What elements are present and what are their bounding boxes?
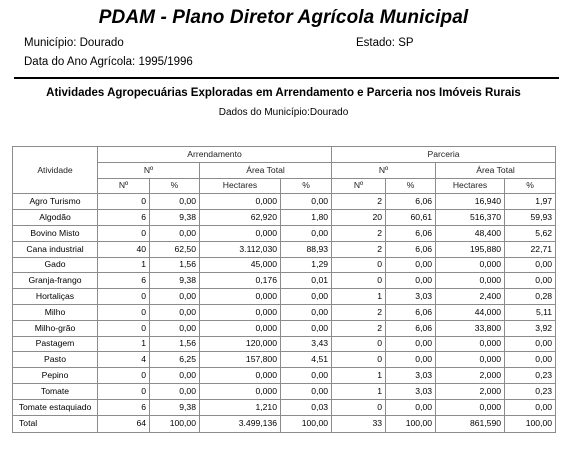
cell-parc-hectares: 516,370 [436, 210, 505, 226]
cell-parc-n: 0 [332, 257, 386, 273]
cell-arr-pct: 62,50 [150, 241, 200, 257]
cell-arr-ha-pct: 88,93 [281, 241, 332, 257]
table-row [13, 320, 556, 336]
cell-parc-pct: 6,06 [386, 320, 436, 336]
cell-arr-pct: 0,00 [150, 368, 200, 384]
cell-parc-ha-pct: 59,93 [505, 210, 556, 226]
table-row [13, 399, 556, 415]
cell-parc-hectares: 0,000 [436, 257, 505, 273]
cell-parc-pct: 60,61 [386, 210, 436, 226]
cell-parc-ha-pct: 1,97 [505, 194, 556, 210]
cell-parc-hectares: 195,880 [436, 241, 505, 257]
header-parceria: Parceria [332, 147, 556, 163]
cell-arr-hectares: 62,920 [200, 210, 281, 226]
cell-parc-n: 2 [332, 320, 386, 336]
cell-parc-n: 2 [332, 304, 386, 320]
cell-arr-hectares: 0,000 [200, 383, 281, 399]
cell-arr-n: 4 [98, 352, 150, 368]
cell-arr-hectares: 45,000 [200, 257, 281, 273]
cell-parc-n: 1 [332, 289, 386, 305]
cell-arr-ha-pct: 0,00 [281, 368, 332, 384]
cell-arr-hectares: 0,000 [200, 225, 281, 241]
cell-arr-ha-pct: 0,00 [281, 289, 332, 305]
cell-parc-ha-pct: 5,11 [505, 304, 556, 320]
cell-arr-n: 1 [98, 257, 150, 273]
cell-arr-ha-pct: 0,00 [281, 225, 332, 241]
cell-arr-hectares: 0,000 [200, 368, 281, 384]
cell-arr-n: 0 [98, 194, 150, 210]
cell-atividade: Milho-grão [13, 320, 98, 336]
cell-arr-hectares: 0,000 [200, 304, 281, 320]
cell-parc-hectares: 48,400 [436, 225, 505, 241]
table-row [13, 383, 556, 399]
table-row [13, 225, 556, 241]
cell-atividade: Tomate estaquiado [13, 399, 98, 415]
cell-atividade: Cana industrial [13, 241, 98, 257]
cell-arr-hectares: 0,000 [200, 194, 281, 210]
cell-parc-hectares: 2,000 [436, 383, 505, 399]
atividades-table [12, 146, 556, 433]
cell-parc-pct: 3,03 [386, 383, 436, 399]
municipio-label: Município: Dourado [24, 37, 124, 49]
header-arr-ha-pct: % [281, 178, 332, 194]
cell-atividade: Pastagem [13, 336, 98, 352]
cell-parc-n: 0 [332, 336, 386, 352]
data-ano-agricola-label: Data do Ano Agrícola: 1995/1996 [24, 56, 193, 68]
cell-arr-hectares: 0,000 [200, 320, 281, 336]
table-row [13, 273, 556, 289]
cell-atividade: Bovino Misto [13, 225, 98, 241]
cell-parc-n: 1 [332, 383, 386, 399]
cell-arr-ha-pct: 1,80 [281, 210, 332, 226]
cell-arr-hectares: 0,176 [200, 273, 281, 289]
cell-arr-ha-pct: 4,51 [281, 352, 332, 368]
cell-atividade: Pasto [13, 352, 98, 368]
table-row [13, 368, 556, 384]
cell-arr-pct: 1,56 [150, 257, 200, 273]
cell-parc-n: 33 [332, 415, 386, 432]
table-row [13, 289, 556, 305]
cell-arr-ha-pct: 0,00 [281, 194, 332, 210]
cell-arr-n: 6 [98, 399, 150, 415]
cell-parc-pct: 3,03 [386, 368, 436, 384]
header-arr-hectares: Hectares [200, 178, 281, 194]
cell-parc-hectares: 2,000 [436, 368, 505, 384]
cell-parc-pct: 0,00 [386, 273, 436, 289]
cell-arr-hectares: 0,000 [200, 289, 281, 305]
report-title: PDAM - Plano Diretor Agrícola Municipal [98, 7, 469, 28]
cell-arr-ha-pct: 1,29 [281, 257, 332, 273]
cell-arr-n: 0 [98, 289, 150, 305]
cell-parc-hectares: 0,000 [436, 352, 505, 368]
cell-arr-pct: 100,00 [150, 415, 200, 432]
header-arr-n: Nº [98, 178, 150, 194]
header-parc-no: Nº [332, 162, 436, 178]
cell-parc-hectares: 0,000 [436, 273, 505, 289]
cell-arr-hectares: 120,000 [200, 336, 281, 352]
cell-parc-ha-pct: 0,00 [505, 352, 556, 368]
cell-arr-n: 0 [98, 368, 150, 384]
cell-parc-n: 0 [332, 352, 386, 368]
cell-parc-pct: 0,00 [386, 257, 436, 273]
cell-arr-n: 6 [98, 210, 150, 226]
cell-arr-n: 0 [98, 383, 150, 399]
total-row [13, 415, 556, 432]
cell-arr-pct: 0,00 [150, 289, 200, 305]
cell-arr-hectares: 3.499,136 [200, 415, 281, 432]
cell-parc-ha-pct: 22,71 [505, 241, 556, 257]
cell-arr-pct: 9,38 [150, 210, 200, 226]
cell-parc-ha-pct: 0,00 [505, 273, 556, 289]
cell-parc-hectares: 2,400 [436, 289, 505, 305]
cell-arr-pct: 9,38 [150, 273, 200, 289]
table-row [13, 194, 556, 210]
cell-arr-n: 64 [98, 415, 150, 432]
cell-parc-pct: 6,06 [386, 241, 436, 257]
cell-atividade: Agro Turismo [13, 194, 98, 210]
header-parc-n: Nº [332, 178, 386, 194]
cell-arr-ha-pct: 0,00 [281, 304, 332, 320]
cell-parc-pct: 6,06 [386, 194, 436, 210]
cell-parc-ha-pct: 5,62 [505, 225, 556, 241]
cell-arr-pct: 9,38 [150, 399, 200, 415]
cell-atividade: Hortaliças [13, 289, 98, 305]
header-parc-pct: % [386, 178, 436, 194]
cell-arr-ha-pct: 100,00 [281, 415, 332, 432]
cell-atividade: Total [13, 415, 98, 432]
header-arr-no: Nº [98, 162, 200, 178]
header-parc-ha-pct: % [505, 178, 556, 194]
cell-arr-pct: 0,00 [150, 304, 200, 320]
cell-parc-ha-pct: 0,00 [505, 336, 556, 352]
cell-parc-pct: 0,00 [386, 399, 436, 415]
cell-parc-pct: 6,06 [386, 304, 436, 320]
cell-parc-hectares: 0,000 [436, 336, 505, 352]
cell-parc-n: 2 [332, 194, 386, 210]
cell-atividade: Gado [13, 257, 98, 273]
header-arrendamento: Arrendamento [98, 147, 332, 163]
cell-parc-ha-pct: 100,00 [505, 415, 556, 432]
cell-parc-pct: 6,06 [386, 225, 436, 241]
cell-parc-hectares: 0,000 [436, 399, 505, 415]
cell-parc-ha-pct: 0,00 [505, 257, 556, 273]
report-subtitle: Atividades Agropecuárias Exploradas em Arrendamento e Parceria nos Imóveis Rurais [46, 87, 521, 99]
cell-parc-n: 1 [332, 368, 386, 384]
cell-arr-n: 40 [98, 241, 150, 257]
cell-arr-pct: 1,56 [150, 336, 200, 352]
cell-parc-hectares: 33,800 [436, 320, 505, 336]
cell-arr-hectares: 157,800 [200, 352, 281, 368]
table-row [13, 352, 556, 368]
cell-arr-n: 1 [98, 336, 150, 352]
cell-arr-ha-pct: 0,00 [281, 383, 332, 399]
table-row [13, 257, 556, 273]
cell-parc-pct: 0,00 [386, 352, 436, 368]
cell-arr-ha-pct: 3,43 [281, 336, 332, 352]
cell-parc-n: 20 [332, 210, 386, 226]
municipio-data-caption: Dados do Município:Dourado [218, 107, 349, 118]
header-arr-area-total: Área Total [200, 162, 332, 178]
header-atividade: Atividade [13, 147, 98, 194]
cell-parc-pct: 0,00 [386, 336, 436, 352]
cell-parc-ha-pct: 0,28 [505, 289, 556, 305]
cell-atividade: Tomate [13, 383, 98, 399]
cell-arr-pct: 0,00 [150, 320, 200, 336]
cell-parc-hectares: 44,000 [436, 304, 505, 320]
cell-arr-ha-pct: 0,03 [281, 399, 332, 415]
cell-parc-pct: 3,03 [386, 289, 436, 305]
cell-parc-hectares: 861,590 [436, 415, 505, 432]
header-arr-pct: % [150, 178, 200, 194]
cell-atividade: Granja-frango [13, 273, 98, 289]
cell-arr-hectares: 1,210 [200, 399, 281, 415]
cell-parc-n: 0 [332, 399, 386, 415]
table-row [13, 241, 556, 257]
cell-arr-n: 0 [98, 225, 150, 241]
cell-arr-n: 0 [98, 320, 150, 336]
cell-parc-ha-pct: 0,00 [505, 399, 556, 415]
cell-arr-n: 6 [98, 273, 150, 289]
cell-atividade: Algodão [13, 210, 98, 226]
cell-atividade: Milho [13, 304, 98, 320]
table-row [13, 210, 556, 226]
header-parc-area-total: Área Total [436, 162, 556, 178]
header-divider [14, 77, 559, 79]
cell-parc-ha-pct: 0,23 [505, 368, 556, 384]
estado-label: Estado: SP [356, 37, 414, 49]
table-row [13, 336, 556, 352]
cell-arr-pct: 0,00 [150, 383, 200, 399]
cell-parc-n: 0 [332, 273, 386, 289]
cell-parc-pct: 100,00 [386, 415, 436, 432]
cell-arr-ha-pct: 0,01 [281, 273, 332, 289]
cell-parc-n: 2 [332, 225, 386, 241]
cell-arr-pct: 0,00 [150, 225, 200, 241]
cell-parc-n: 2 [332, 241, 386, 257]
table-body [13, 194, 556, 432]
cell-arr-pct: 0,00 [150, 194, 200, 210]
table-row [13, 304, 556, 320]
cell-atividade: Pepino [13, 368, 98, 384]
cell-arr-hectares: 3.112,030 [200, 241, 281, 257]
cell-parc-ha-pct: 0,23 [505, 383, 556, 399]
cell-parc-hectares: 16,940 [436, 194, 505, 210]
cell-arr-n: 0 [98, 304, 150, 320]
cell-arr-ha-pct: 0,00 [281, 320, 332, 336]
cell-parc-ha-pct: 3,92 [505, 320, 556, 336]
header-parc-hectares: Hectares [436, 178, 505, 194]
cell-arr-pct: 6,25 [150, 352, 200, 368]
